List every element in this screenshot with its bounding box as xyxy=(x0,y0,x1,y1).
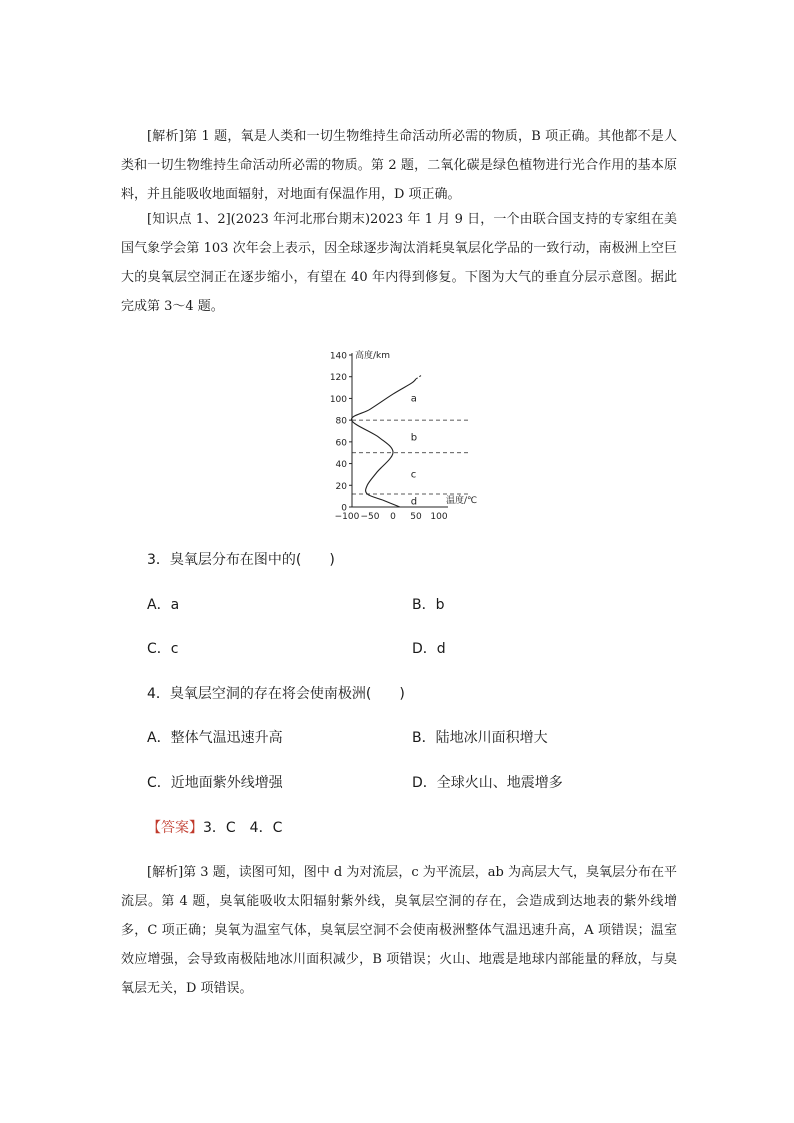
x-tick-label: 50 xyxy=(410,512,422,520)
question-4-option-a[interactable]: A．整体气温迅速升高 xyxy=(147,730,283,746)
layer-label-b: b xyxy=(410,432,418,444)
y-axis-title: 高度/km xyxy=(355,351,391,361)
y-tick-label: 120 xyxy=(329,373,347,384)
layer-label-c: c xyxy=(410,469,417,481)
y-tick-label: 80 xyxy=(335,416,347,427)
layer-label-a: a xyxy=(410,393,417,405)
layer-label-d: d xyxy=(410,496,418,508)
analysis-paragraph-2: [解析]第 3 题，读图可知，图中 d 为对流层，c 为平流层，ab 为高层大气，臭氧层分布在平流层。第 4 题，臭氧能吸收太阳辐射紫外线，臭氧层空洞的存在，会造成到达地表的紫外线增多，C 项正确；臭氧为温室气体，臭氧层空洞不会使南极洲整体气温迅速升高，A 项错误；温室效应增强，会导致南极陆地冰川面积减少，B 项错误；火山、地震是地球内部能量的释放，与臭氧层无关，D 项错误。 xyxy=(121,865,677,996)
answer-line xyxy=(147,817,282,837)
question-3-option-c[interactable]: C．c xyxy=(147,641,179,657)
temperature-curve xyxy=(351,379,416,507)
x-tick-label: 100 xyxy=(430,512,448,520)
y-tick-label: 100 xyxy=(329,394,347,405)
y-tick-label: 60 xyxy=(335,438,347,449)
y-tick-label: 140 xyxy=(329,351,347,362)
atmosphere-layer-chart xyxy=(300,345,500,520)
x-tick-label: −100 xyxy=(334,512,360,520)
question-4-stem: 4．臭氧层空洞的存在将会使南极洲( ) xyxy=(147,686,405,702)
question-3-option-d[interactable]: D．d xyxy=(412,641,446,657)
x-tick-label: −50 xyxy=(360,512,380,520)
x-tick-label: 0 xyxy=(390,512,396,520)
y-tick-label: 40 xyxy=(335,460,347,471)
y-tick-label: 0 xyxy=(341,503,347,514)
question-3-option-b[interactable]: B．b xyxy=(412,597,445,613)
question-4-option-c[interactable]: C．近地面紫外线增强 xyxy=(147,775,283,791)
analysis-paragraph-1: [解析]第 1 题，氧是人类和一切生物维持生命活动所必需的物质，B 项正确。其他都不是人类和一切生物维持生命活动所必需的物质。第 2 题，二氧化碳是绿色植物进行光合作用的基本原料，并且能吸收地面辐射，对地面有保温作用，D 项正确。 xyxy=(121,129,677,202)
question-intro-paragraph: [知识点 1、2](2023 年河北邢台期末)2023 年 1 月 9 日，一个由联合国支持的专家组在美国气象学会第 103 次年会上表示，因全球逐步淘汰消耗臭氧层化学品的一致行动，南极洲上空巨大的臭氧层空洞正在逐步缩小，有望在 40 年内得到修复。下图为大气的垂直分层示意图。据此完成第 3～4 题。 xyxy=(121,212,677,314)
answer-value: 3．C 4．C xyxy=(203,820,283,836)
x-axis-title: 温度/℃ xyxy=(446,496,478,506)
temperature-curve-extension xyxy=(416,375,422,379)
question-4-option-d[interactable]: D．全球火山、地震增多 xyxy=(412,775,563,791)
question-4-option-b[interactable]: B．陆地冰川面积增大 xyxy=(412,730,548,746)
question-3-stem: 3．臭氧层分布在图中的( ) xyxy=(147,552,335,568)
answer-label: 【答案】 xyxy=(147,820,203,836)
question-3-option-a[interactable]: A．a xyxy=(147,597,180,613)
y-tick-label: 20 xyxy=(335,481,347,492)
